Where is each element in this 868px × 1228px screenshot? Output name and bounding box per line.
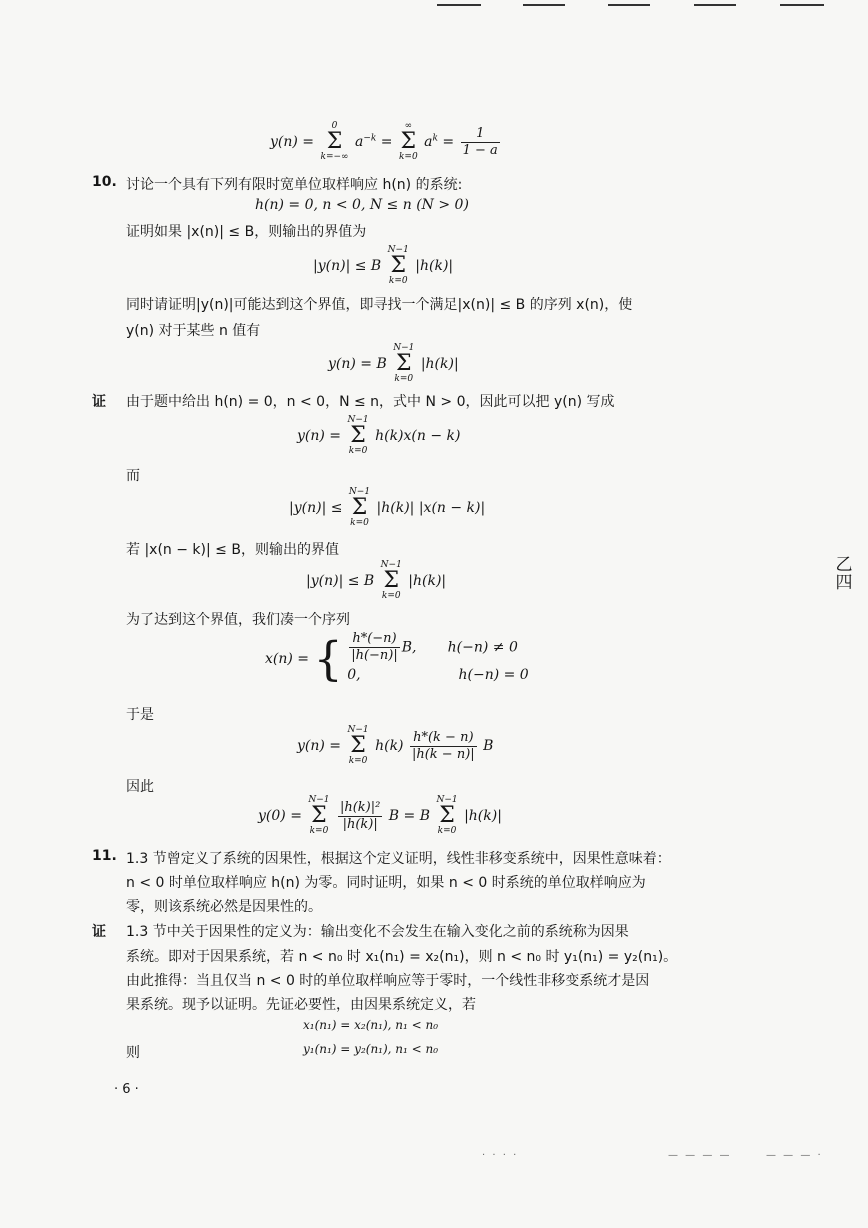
scan-mark [437,4,481,6]
problem-number: 10. [92,174,117,190]
proof-text: 而 [126,468,140,484]
proof-text: 果系统。现予以证明。先证必要性，由因果系统定义，若 [126,997,476,1013]
equation-bound: |y(n)| ≤ B N−1 Σ k=0 |h(k)| [313,245,454,286]
problem-statement: 讨论一个具有下列有限时宽单位取样响应 h(n) 的系统: [126,177,463,193]
equation-convolution: y(n) = N−1 Σ k=0 h(k)x(n − k) [297,415,461,456]
proof-text: 则 [126,1045,140,1061]
problem-text: 零，则该系统必然是因果性的。 [126,899,322,915]
equation-bound-2: |y(n)| ≤ B N−1 Σ k=0 |h(k)| [306,560,447,601]
scan-dots: — — — · [766,1150,823,1161]
side-label [834,556,854,592]
equation-output: y(n) = N−1 Σ k=0 h(k) $\frac{h*(k - n)}{|h(k - n)|}$ B [297,725,494,766]
scan-mark [780,4,824,6]
proof-text: 由于题中给出 h(n) = 0，n < 0，N ≤ n，式中 N > 0，因此可以把 y(n) 写成 [126,394,615,410]
equation-input-equal: x₁(n₁) = x₂(n₁), n₁ < n₀ [303,1018,439,1032]
proof-mark: 证 [92,394,106,410]
equation-attain: y(n) = B N−1 Σ k=0 |h(k)| [328,343,459,384]
equation-y0: y(0) = N−1 Σ k=0 $\frac{\text{|h(k)|²}}{|h(k)|}$ B = B N−1 Σ k=0 |h(k)| [258,795,502,836]
proof-text: 由此推得：当且仅当 n < 0 时的单位取样响应等于零时，一个线性非移变系统才是因 [126,973,650,989]
proof-text: 系统。即对于因果系统，若 n < n₀ 时 x₁(n₁) = x₂(n₁)，则 n < n₀ 时 y₁(n₁) = y₂(n₁)。 [126,949,678,965]
equation-output-equal: y₁(n₁) = y₂(n₁), n₁ < n₀ [303,1042,439,1056]
scan-mark [694,4,736,6]
problem-text: n < 0 时单位取样响应 h(n) 为零。同时证明，如果 n < 0 时系统的单位取样响应为 [126,875,646,891]
page-number: · 6 · [114,1082,139,1097]
equation-geometric-sum: y(n) = 0 Σ k=−∞ $a^{-k}$ = ∞ Σ k=0 $a^k$ = $\frac{1}{1 - a}$ [270,121,498,162]
equation-triangle-inequality: |y(n)| ≤ N−1 Σ k=0 |h(k)| |x(n − k)| [289,487,486,528]
equation-piecewise-sequence: x(n) = { $\frac{h*(-n)}{|h(-n)|}$ B, h(−n) ≠ 0 0, h(−n) = 0 [265,631,529,686]
scan-dots: — — — — [668,1150,732,1161]
proof-text: 若 |x(n − k)| ≤ B，则输出的界值 [126,542,339,558]
proof-text: 因此 [126,779,154,795]
scan-mark [608,4,650,6]
problem-text: 同时请证明|y(n)|可能达到这个界值，即寻找一个满足|x(n)| ≤ B 的序列 x(n)，使 [126,297,633,313]
scan-dots: · · · · [482,1150,519,1161]
condition-equation: h(n) = 0, n < 0, N ≤ n (N > 0) [255,197,469,213]
problem-text: 证明如果 |x(n)| ≤ B，则输出的界值为 [126,224,367,240]
problem-text: y(n) 对于某些 n 值有 [126,323,261,339]
side-label-text: 乙四 [835,555,853,593]
proof-text: 为了达到这个界值，我们凑一个序列 [126,612,350,628]
proof-text: 于是 [126,707,154,723]
problem-text: 1.3 节曾定义了系统的因果性，根据这个定义证明，线性非移变系统中，因果性意味着： [126,851,671,867]
problem-number: 11. [92,848,117,864]
proof-mark: 证 [92,924,106,940]
scan-mark [523,4,565,6]
proof-text: 1.3 节中关于因果性的定义为：输出变化不会发生在输入变化之前的系统称为因果 [126,924,629,940]
